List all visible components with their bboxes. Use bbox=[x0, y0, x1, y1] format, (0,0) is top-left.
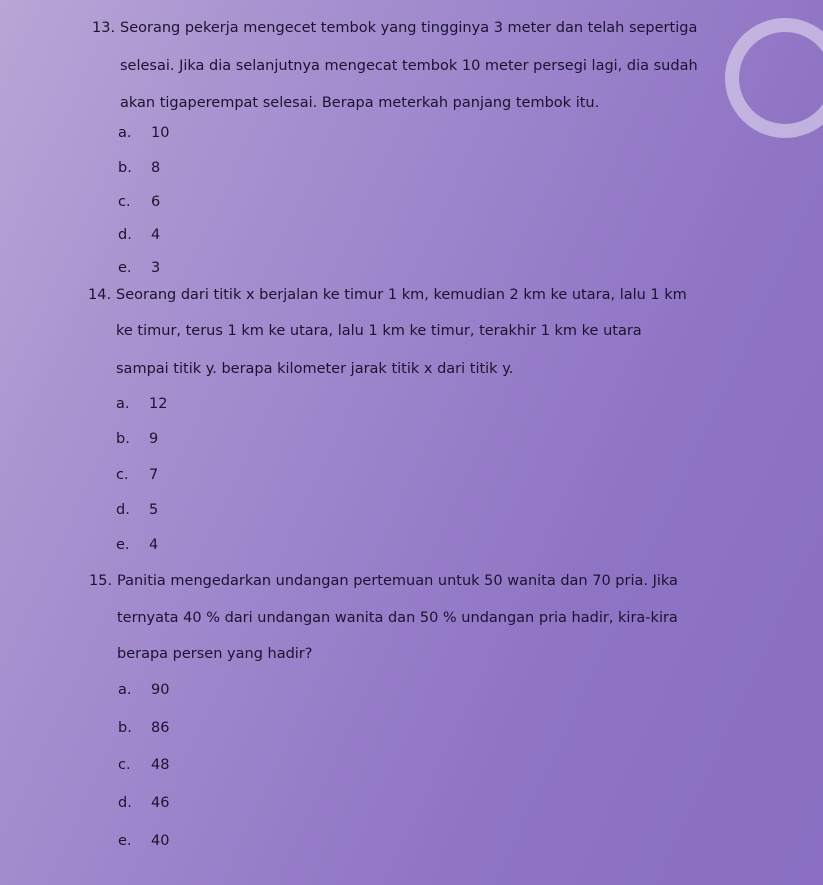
question-13-line-1: Seorang pekerja mengecet tembok yang tingginya 3 meter dan telah sepertiga bbox=[120, 20, 698, 36]
question-15-line-2: ternyata 40 % dari undangan wanita dan 50 % undangan pria hadir, kira-kira bbox=[117, 610, 678, 626]
question-13-option-a[interactable] bbox=[118, 123, 169, 143]
option-letter: b. bbox=[118, 720, 132, 736]
option-letter: c. bbox=[118, 194, 131, 210]
question-14-line-2: ke timur, terus 1 km ke utara, lalu 1 km ke timur, terakhir 1 km ke utara bbox=[116, 323, 642, 339]
question-14-number: 14. bbox=[88, 287, 112, 303]
option-value: 12 bbox=[149, 396, 168, 412]
question-13-option-d[interactable] bbox=[118, 225, 160, 245]
option-value: 40 bbox=[151, 833, 170, 849]
question-14-line-1: Seorang dari titik x berjalan ke timur 1 km, kemudian 2 km ke utara, lalu 1 km bbox=[116, 287, 687, 303]
question-15-option-c[interactable] bbox=[118, 755, 169, 775]
option-value: 6 bbox=[151, 194, 161, 210]
question-14-option-e[interactable] bbox=[116, 535, 158, 555]
option-letter: d. bbox=[118, 227, 132, 243]
question-13-line-2: selesai. Jika dia selanjutnya mengecat tembok 10 meter persegi lagi, dia sudah bbox=[120, 58, 698, 74]
option-letter: e. bbox=[118, 833, 132, 849]
option-value: 86 bbox=[151, 720, 170, 736]
option-letter: a. bbox=[116, 396, 130, 412]
question-15-number: 15. bbox=[89, 573, 113, 589]
question-15-line-1: Panitia mengedarkan undangan pertemuan untuk 50 wanita dan 70 pria. Jika bbox=[117, 573, 678, 589]
option-letter: d. bbox=[118, 795, 132, 811]
question-14-option-a[interactable] bbox=[116, 394, 167, 414]
option-value: 8 bbox=[151, 160, 161, 176]
question-15-option-d[interactable] bbox=[118, 793, 169, 813]
option-letter: e. bbox=[118, 260, 132, 276]
decorative-ring bbox=[725, 18, 823, 138]
question-13-option-e[interactable] bbox=[118, 258, 160, 278]
option-letter: b. bbox=[118, 160, 132, 176]
question-15-option-e[interactable] bbox=[118, 831, 169, 851]
question-14-option-d[interactable] bbox=[116, 500, 158, 520]
option-letter: e. bbox=[116, 537, 130, 553]
question-15-option-a[interactable] bbox=[118, 680, 169, 700]
option-value: 46 bbox=[151, 795, 170, 811]
option-letter: c. bbox=[116, 467, 129, 483]
option-letter: d. bbox=[116, 502, 130, 518]
option-value: 5 bbox=[149, 502, 159, 518]
question-14-option-b[interactable] bbox=[116, 429, 158, 449]
question-13-option-b[interactable] bbox=[118, 158, 160, 178]
question-14-option-c[interactable] bbox=[116, 465, 158, 485]
option-value: 4 bbox=[149, 537, 159, 553]
option-letter: a. bbox=[118, 125, 132, 141]
question-13-number: 13. bbox=[92, 20, 116, 36]
question-13-line-3: akan tigaperempat selesai. Berapa meterkah panjang tembok itu. bbox=[120, 95, 600, 111]
option-value: 9 bbox=[149, 431, 159, 447]
question-15-line-3: berapa persen yang hadir? bbox=[117, 646, 313, 662]
option-value: 48 bbox=[151, 757, 170, 773]
question-13-option-c[interactable] bbox=[118, 192, 160, 212]
option-value: 90 bbox=[151, 682, 170, 698]
option-letter: b. bbox=[116, 431, 130, 447]
question-15-option-b[interactable] bbox=[118, 718, 169, 738]
option-value: 3 bbox=[151, 260, 161, 276]
option-value: 4 bbox=[151, 227, 161, 243]
option-value: 10 bbox=[151, 125, 170, 141]
option-letter: c. bbox=[118, 757, 131, 773]
option-letter: a. bbox=[118, 682, 132, 698]
option-value: 7 bbox=[149, 467, 159, 483]
question-14-line-3: sampai titik y. berapa kilometer jarak titik x dari titik y. bbox=[116, 361, 514, 377]
